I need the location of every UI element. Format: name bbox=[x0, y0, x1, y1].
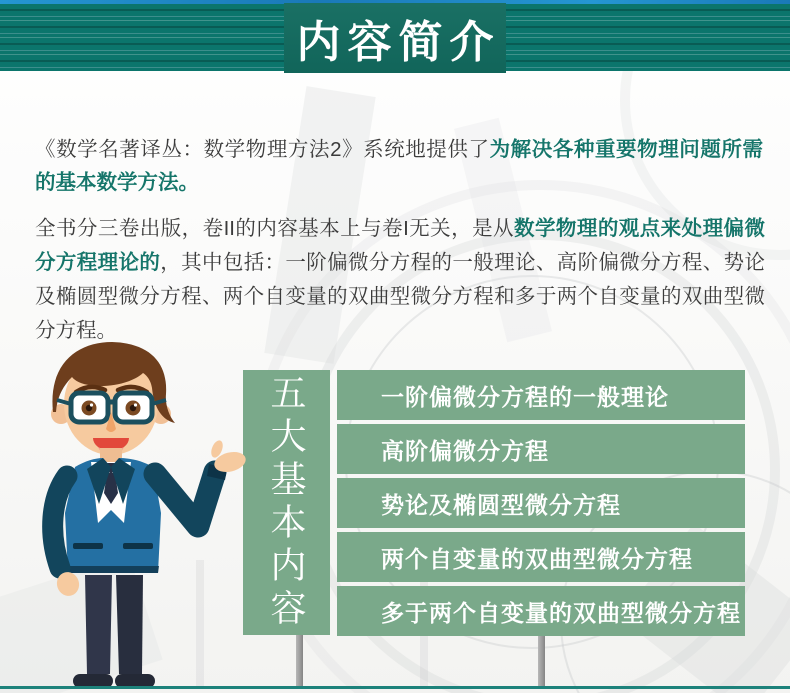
content-item-row bbox=[337, 532, 745, 582]
contents-panel-side-label bbox=[243, 370, 330, 635]
content-item-row bbox=[337, 370, 745, 420]
content-item-label: 多于两个自变量的双曲型微分方程 bbox=[381, 599, 741, 626]
intro-p2-text-start: 全书分三卷出版，卷II的内容基本上与卷I无关，是从 bbox=[35, 216, 514, 240]
sign-stand-pole bbox=[296, 634, 303, 688]
intro-p1-text: 《数学名著译丛：数学物理方法2》系统地提供了 bbox=[35, 137, 490, 161]
content-item-label: 高阶偏微分方程 bbox=[381, 437, 549, 464]
contents-panel-rows bbox=[337, 370, 745, 636]
content-item-row bbox=[337, 478, 745, 528]
page-title: 内容简介 bbox=[296, 18, 501, 67]
legs bbox=[73, 575, 155, 688]
intro-paragraph-2 bbox=[35, 212, 765, 348]
right-arm bbox=[155, 439, 248, 526]
side-label-text: 五大基本内容 bbox=[266, 373, 307, 632]
section-title-box bbox=[284, 3, 506, 73]
bottom-divider-line bbox=[0, 686, 790, 689]
intro-p2-text-end: ，其中包括：一阶偏微分方程的一般理论、高阶偏微分方程、势论及椭圆型微分方程、两个自变量的双曲型微分方程和多于两个自变量的双曲型微分方程。 bbox=[35, 250, 766, 342]
sign-stand-pole bbox=[538, 634, 545, 688]
intro-p2-highlight: 数学物理的观点来处理偏微分方程理论的 bbox=[35, 216, 765, 274]
head bbox=[51, 342, 175, 455]
content-item-row bbox=[337, 424, 745, 474]
intro-paragraph-1 bbox=[35, 133, 763, 199]
content-item-row bbox=[337, 586, 745, 636]
intro-p1-highlight: 为解决各种重要物理问题所需的基本数学方法。 bbox=[35, 137, 763, 194]
content-item-label: 两个自变量的双曲型微分方程 bbox=[381, 545, 693, 572]
content-item-label: 一阶偏微分方程的一般理论 bbox=[381, 383, 669, 410]
presenter-man-illustration bbox=[15, 338, 255, 692]
content-item-label: 势论及椭圆型微分方程 bbox=[381, 491, 621, 518]
